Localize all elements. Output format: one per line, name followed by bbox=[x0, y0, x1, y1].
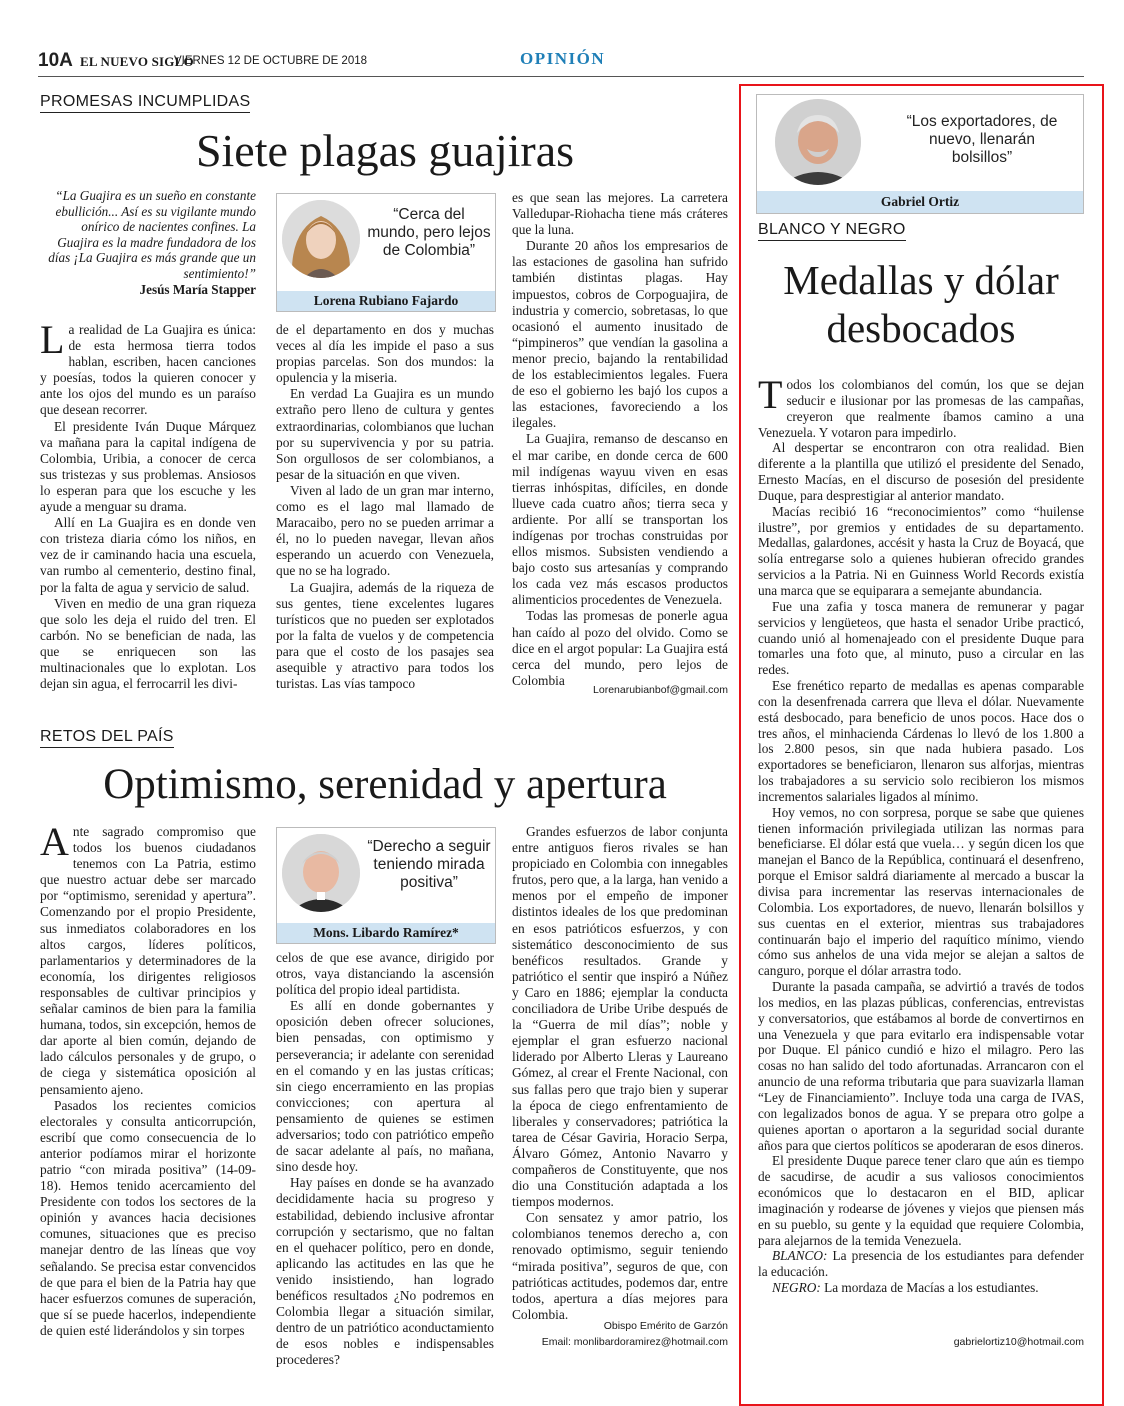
paragraph: La Guajira, además de la riqueza de sus gentes, tiene excelentes lugares turísticos que no pueden ser explotados por la falta de vuelos y de competencia para que el costo de los pasajes sea asequible y atractivo para todos los turistas. Las vías tampoco bbox=[276, 579, 494, 692]
paragraph: Durante 20 años los empresarios de las estaciones de gasolina han sufrido también distintas plagas. Hay impuestos, cobros de Corpoguajira, de industria y comercio, sobretasas, lo que ocasionó el aumento inusitado de “pimpineros” que vendían la gasolina a menor precio, bajando la rentabilidad de los establecimientos legales. Fuera de eso el gobierno les bajó los cupos a las estaciones, favoreciendo a los ilegales. bbox=[512, 238, 728, 431]
author-email: gabrielortiz10@hotmail.com bbox=[953, 1336, 1084, 1348]
article-column bbox=[276, 950, 494, 1368]
paragraph: La Guajira, remanso de descanso en el mar caribe, en donde cerca de 600 mil indígenas wayuu viven en esas tierras inhóspitas, difíciles, en donde llueve cada cuatro años; tierra seca y ardiente. Por allí se transportan los indígenas por trochas construidas por ellos mismos. Subsisten vendiendo a bajo costo sus artesanías y comprando los cada vez más escasos productos alimenticios procedentes de Venezuela. bbox=[512, 431, 728, 608]
paragraph: Viven en medio de una gran riqueza que solo les deja el ruido del tren. El carbón. No se benefician de nada, las que se enriquecen son las multinacionales que lo explotan. Los dejan sin agua, el ferrocarril les divi- bbox=[40, 595, 256, 692]
section-title: OPINIÓN bbox=[520, 49, 606, 68]
paragraph: El presidente Duque parece tener claro que aún es tiempo de sacudirse, de acudir a sus valiosos conocimientos económicos que lo destacaron en el BID, aplicar imaginación y rodearse de jóvenes y viejos que piensen más en su pueblo, su gente y la equidad que requiere Colombia, para alejarnos de la temida Venezuela. bbox=[758, 1153, 1084, 1248]
article-column bbox=[758, 372, 1084, 1296]
article-headline: Optimismo, serenidad y apertura bbox=[103, 761, 667, 808]
drop-cap: T bbox=[758, 372, 783, 417]
paragraph: Con sensatez y amor patrio, los colombianos tenemos derecho a, con renovado optimismo, seguir teniendo “mirada positiva”, seguros de que, con patrióticas actitudes, podemos dar, entre todos, apertura a días mejores para Colombia. bbox=[512, 1210, 728, 1322]
author-pullquote: “Cerca del mundo, pero lejos de Colombia” bbox=[367, 206, 491, 259]
paragraph: Es allí en donde gobernantes y oposición deben ofrecer soluciones, bien pensadas, con optimismo y perseverancia; ir adelante con serenidad en el comando y en las justas críticas; sin ciego encerramiento en las propias convicciones; con apertura al pensamiento de quienes se estimen adversarios; todo con patriótico empeño de sacar adelante al país, no mañana, sino desde hoy. bbox=[276, 998, 494, 1175]
negro-label: NEGRO: bbox=[772, 1280, 821, 1296]
paragraph: Grandes esfuerzos de labor conjunta entre antiguos fieros rivales se han propiciado en Colombia con innegables frutos, pero que, a la larga, han venido a menos por el empeño de imponer distintos ideales de los que predominan en esos patrióticos esfuerzos, y con sistemático desconocimiento de sus benéficos resultados. Grande y patriótico el sentir que inspiró a Núñez y Caro en 1886; ejemplar la conducta conciliadora de Uribe Uribe después de la “Guerra de mil días”; noble y ejemplar el gran esfuerzo nacional liderado por Alberto Lleras y Laureano Gómez, al crear el Frente Nacional, con sus fallas pero que trajo bien y superar la época de ciego enfrentamiento de liberales y conservadores; patriótica la tarea de César Gaviria, Horacio Serpa, Álvaro Gómez, Antonio Navarro y compañeros de Constituyente, que nos dio una Constitución adaptada a los tiempos modernos. bbox=[512, 824, 728, 1210]
article-column bbox=[40, 317, 256, 692]
paragraph: Al despertar se encontraron con otra realidad. Bien diferente a la plantilla que utilizó el presidente del Senado, Ernesto Macías, en el discurso de posesión del presidente Duque, para desprestigiar al anterior mandato. bbox=[758, 440, 1084, 503]
paragraph: Macías recibió 16 “reconocimientos” como “huilense ilustre”, por gremios y entidades de su departamento. Medallas, galardones, accésit y hasta la Cruz de Boyacá, que solía entregarse solo a quienes hubieran ofrecido grandes servicios a la Patria. Ni en Guinness World Records existía una marca que se equiparara a semejante abundancia. bbox=[758, 503, 1084, 598]
article-column bbox=[276, 322, 494, 692]
author-email: Lorenarubianbof@gmail.com bbox=[593, 684, 728, 696]
article-column bbox=[512, 190, 728, 689]
page-number: 10A bbox=[38, 50, 73, 71]
paragraph: Hoy vemos, no con sorpresa, porque se sabe que quienes tienen información privilegiada utilizan las normas para beneficiarse. El dólar está que vuela… y según dicen los que manejan el Banco de la República, continuará el desenfreno, porque el Emisor saldrá diariamente al mercado a buscar la divisa para incrementar las reservas internacionales de Colombia. Los exportadores, de nuevo, llenarán bolsillos y sus cuentas en el exterior, mientras sus trabajadores continuarán bajo el imperio del raquítico mínimo, viendo cómo sus anhelos de una vida mejor se alejan a saltos de canguro, porque el dólar arrastra todo. bbox=[758, 804, 1084, 979]
paragraph: odos los colombianos del común, los que se dejan seducir e ilusionar por las promesas de las campañas, creyeron que realmente íbamos camino a una Venezuela. Y votaron para impedirlo. bbox=[758, 377, 1084, 440]
author-title: Obispo Emérito de Garzón bbox=[603, 1320, 728, 1332]
article-headline: Siete plagas guajiras bbox=[195, 125, 575, 176]
section-label: PROMESAS INCUMPLIDAS bbox=[40, 93, 250, 113]
author-photo bbox=[282, 200, 360, 278]
author-box bbox=[756, 94, 1084, 214]
paragraph: Ese frenético reparto de medallas es apenas comparable con la desenfrenada carrera que lleva el dólar. Nuevamente está desbocado, para beneficio de unos pocos. Hace dos o tres años, el minhacienda Cárdenas lo llevó de los 1.800 a los 2.800 pesos, sin que nada hubiera pasado. Los exportadores se beneficiaron, llenaron sus alforjas, mientras los trabajadores a su servicio solo recibieron los mismos incrementos salariales ligados al mínimo. bbox=[758, 678, 1084, 804]
page-header bbox=[38, 48, 1084, 77]
drop-cap: A bbox=[40, 819, 69, 864]
author-box bbox=[276, 827, 496, 944]
article-column bbox=[40, 819, 256, 1339]
epigraph-author: Jesús María Stapper bbox=[139, 282, 256, 297]
paragraph: El presidente Iván Duque Márquez va mañana para la capital indígena de Colombia, Uribia, a conocer de cerca sus tristezas y sus problemas. Ansiosos lo esperan para que los escuche y les ayude a menguar su drama. bbox=[40, 418, 256, 515]
headline-line: desbocados bbox=[826, 305, 1016, 351]
blanco-label: BLANCO: bbox=[772, 1248, 828, 1264]
section-label: RETOS DEL PAÍS bbox=[40, 728, 174, 748]
paragraph: Pasados los recientes comicios electorales y consulta anticorrupción, escribí que como consecuencia de lo anterior podíamos mirar el horizonte patrio “con mirada positiva” (14-09-18). Hemos tenido acercamiento del Presidente con todos los sectores de la opinión y avances hacia decisiones comunes, situaciones que es preciso manejar dentro de las líneas que voy señalando. Se precisa estar convencidos de que para el bien de la Patria hay que hacer esfuerzos comunes de superación, que sí se puede hacerlos, independiente de quien esté liderándolos y sin torpes bbox=[40, 1097, 256, 1338]
author-email: Email: monlibardoramirez@hotmail.com bbox=[541, 1336, 728, 1348]
paragraph: Viven al lado de un gran mar interno, como es el lago mal llamado de Maracaibo, pero no se pueden arrimar a él, no lo pueden navegar, llevan años esperando un acuerdo con Venezuela, que no se ha logrado. bbox=[276, 482, 494, 579]
section-label: BLANCO Y NEGRO bbox=[758, 221, 906, 241]
author-photo bbox=[775, 99, 861, 185]
author-pullquote: “Derecho a seguir teniendo mirada positiva” bbox=[367, 838, 491, 891]
paragraph: Fue una zafia y tosca manera de remunerar y pagar servicios y lengüeteos, que hasta el senador Uribe practicó, cuando unió al homenajeado con el presidente Duque para tomarles una foto que, al minuto, puso a circular en las redes. bbox=[758, 598, 1084, 678]
article-column bbox=[512, 824, 728, 1323]
paragraph: Todas las promesas de ponerle agua han caído al pozo del olvido. Como se dice en el argot popular: La Guajira está cerca del mundo, pero lejos de Colombia bbox=[512, 608, 728, 688]
paragraph: nte sagrado compromiso que todos los buenos ciudadanos tenemos con La Patria, estimo que nuestro actuar debe ser marcado por “optimismo, serenidad y apertura”. Comenzando por el propio Presidente, sus inmediatos colaboradores en los altos cargos, líderes políticos, parlamentarios y determinadores de la economía, los dirigentes religiosos responsables de cultivar principios y señalar caminos de bien para la familia humana, todos, sin excepción, hemos de dar aporte al bien común, dejando de lado cálculos personales y de grupo, o de ciega y sistemática oposición al pensamiento ajeno. bbox=[40, 824, 256, 1097]
author-name: Lorena Rubiano Fajardo bbox=[277, 291, 495, 311]
epigraph bbox=[40, 188, 256, 298]
negro-text: La mordaza de Macías a los estudiantes. bbox=[820, 1280, 1039, 1296]
headline-line: Medallas y dólar bbox=[783, 257, 1059, 303]
paragraph: es que sean las mejores. La carretera Valledupar-Riohacha tiene más cráteres que la luna. bbox=[512, 190, 728, 238]
epigraph-text: “La Guajira es un sueño en constante ebullición... Así es su vigilante mundo onírico de nacientes confines. La Guajira es la madre fundadora de los días ¡La Guajira es más grande que un sentimiento!” bbox=[48, 188, 256, 281]
paragraph: Allí en La Guajira es en donde ven con tristeza diaria cómo los niños, en vez de ir caminando hacia una escuela, van rumbo al cementerio, destino final, por la falta de agua y servicio de salud. bbox=[40, 515, 256, 595]
issue-date: VIERNES 12 DE OCTUBRE DE 2018 bbox=[174, 55, 368, 67]
article-headline bbox=[752, 256, 1090, 352]
blanco-text: La presencia de los estudiantes para defender la educación. bbox=[758, 1248, 1084, 1280]
paragraph: de el departamento en dos y muchas veces al día les impide el paso a sus propias parcelas. Son dos mundos: la opulencia y la miseria. bbox=[276, 322, 494, 386]
author-name: Gabriel Ortiz bbox=[757, 191, 1083, 213]
newspaper-name: EL NUEVO SIGLO bbox=[80, 54, 194, 69]
author-name: Mons. Libardo Ramírez* bbox=[277, 923, 495, 943]
paragraph: celos de que ese avance, dirigido por otros, vaya distanciando la ascensión política del propio ideal partidista. bbox=[276, 950, 494, 998]
author-pullquote: “Los exportadores, de nuevo, llenarán bolsillos” bbox=[906, 113, 1058, 166]
blanco-note bbox=[758, 1248, 1084, 1280]
author-box bbox=[276, 193, 496, 312]
drop-cap: L bbox=[40, 317, 65, 362]
paragraph: Durante la pasada campaña, se advirtió a través de todos los medios, en las plazas públicas, conferencias, entrevistas y conversatorios, que estábamos al borde de convertirnos en una Venezuela y que para evitarlo era indispensable votar por Duque. El pánico cundió e hizo el milagro. Pero las cosas no han salido del todo afortunadas. Arrancaron con el anuncio de una reforma tributaria que para suavizarla llaman “Ley de Financiamiento”. Incluye toda una carga de IVAS, con legalizados bonos de agua. Y se prepara otro golpe a quienes aportan o aportaron a la seguridad social durante años para que ciertos políticos se apoderaran de esos dineros. bbox=[758, 979, 1084, 1153]
paragraph: En verdad La Guajira es un mundo extraño pero lleno de cultura y gentes extraordinarias, colombianos que luchan por su supervivencia y por su patria. Son orgullosos de ser colombianos, a pesar de la situación en que viven. bbox=[276, 386, 494, 482]
negro-note bbox=[758, 1280, 1084, 1296]
paragraph: a realidad de La Guajira es única: de esta hermosa tierra todos hablan, escriben, hacen canciones y poesías, todos la quieren conocer y ante los ojos del mundo es un paraíso que desean recorrer. bbox=[40, 322, 256, 418]
author-photo bbox=[282, 834, 360, 912]
paragraph: Hay países en donde se ha avanzado decididamente hacia su progreso y estabilidad, debiendo inclusive afrontar corrupción y sectarismo, que no faltan en el quehacer político, pero en donde, aplicando las actitudes en las que he venido insistiendo, han logrado benéficos resultados ¿No podremos en Colombia llegar a situación similar, dentro de un patriótico aconductamiento de esos nobles e indispensables procederes? bbox=[276, 1175, 494, 1368]
